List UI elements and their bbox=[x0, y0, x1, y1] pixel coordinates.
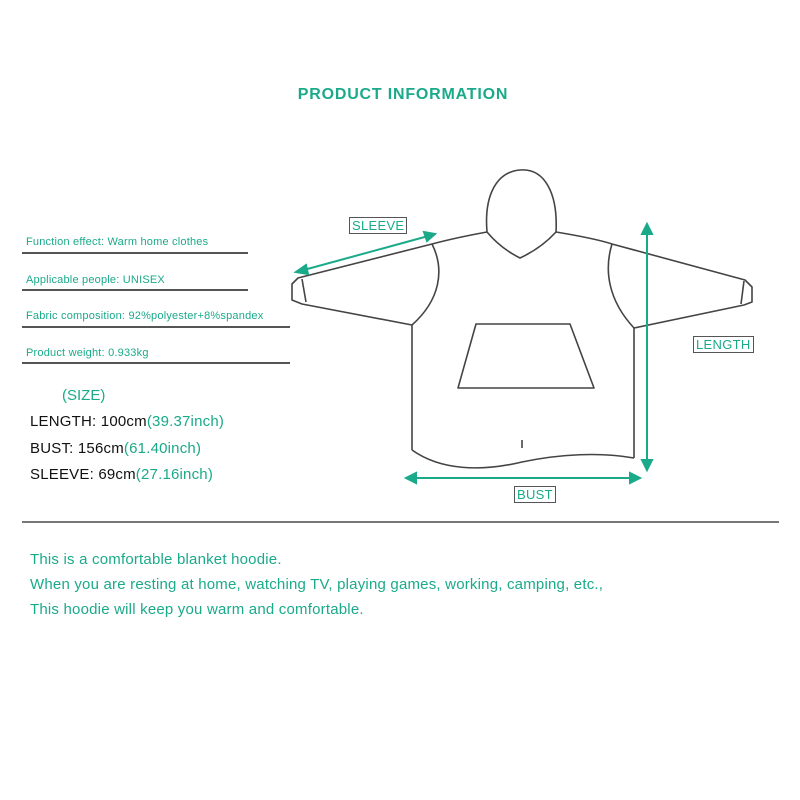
spec-label: Fabric composition: bbox=[26, 310, 126, 322]
bust-label: BUST bbox=[514, 486, 556, 503]
size-imperial: (27.16inch) bbox=[135, 466, 214, 483]
size-metric: 156cm bbox=[77, 440, 124, 457]
hood-opening bbox=[487, 232, 556, 258]
pocket-outline bbox=[458, 324, 594, 388]
section-divider bbox=[22, 521, 779, 523]
length-arrowhead-top bbox=[642, 224, 652, 234]
right-cuff bbox=[741, 281, 744, 304]
spec-value: 0.933kg bbox=[108, 347, 149, 359]
bust-arrowhead-left bbox=[406, 473, 416, 483]
size-heading: (SIZE) bbox=[62, 387, 106, 404]
description-line: This is a comfortable blanket hoodie. bbox=[30, 551, 282, 568]
hem-outline bbox=[412, 450, 634, 468]
right-sleeve-seam bbox=[608, 244, 634, 328]
spec-value: Warm home clothes bbox=[107, 236, 209, 248]
bust-arrowhead-right bbox=[630, 473, 640, 483]
spec-label: Function effect: bbox=[26, 236, 105, 248]
sleeve-arrow-line bbox=[300, 235, 432, 271]
size-imperial: (39.37inch) bbox=[146, 413, 225, 430]
hood-outline bbox=[487, 170, 557, 232]
size-label: BUST: bbox=[30, 440, 74, 457]
sleeve-label: SLEEVE bbox=[349, 217, 407, 234]
spec-value: 92%polyester+8%spandex bbox=[128, 310, 264, 322]
size-label: SLEEVE: bbox=[30, 466, 94, 483]
description-line: This hoodie will keep you warm and comfortable. bbox=[30, 601, 364, 618]
spec-label: Product weight: bbox=[26, 347, 105, 359]
sleeve-arrowhead-right bbox=[424, 232, 435, 241]
size-label: LENGTH: bbox=[30, 413, 97, 430]
size-imperial: (61.40inch) bbox=[123, 440, 202, 457]
length-arrowhead-bottom bbox=[642, 460, 652, 470]
left-cuff bbox=[302, 279, 306, 302]
description-line: When you are resting at home, watching TV, playing games, working, camping, etc., bbox=[30, 576, 604, 593]
size-metric: 100cm bbox=[100, 413, 147, 430]
length-label: LENGTH bbox=[693, 336, 754, 353]
spec-value: UNISEX bbox=[122, 274, 165, 286]
size-metric: 69cm bbox=[98, 466, 136, 483]
spec-label: Applicable people: bbox=[26, 274, 120, 286]
page-title: PRODUCT INFORMATION bbox=[297, 86, 509, 103]
left-sleeve-seam bbox=[412, 244, 439, 325]
sleeve-arrowhead-left bbox=[296, 265, 308, 274]
